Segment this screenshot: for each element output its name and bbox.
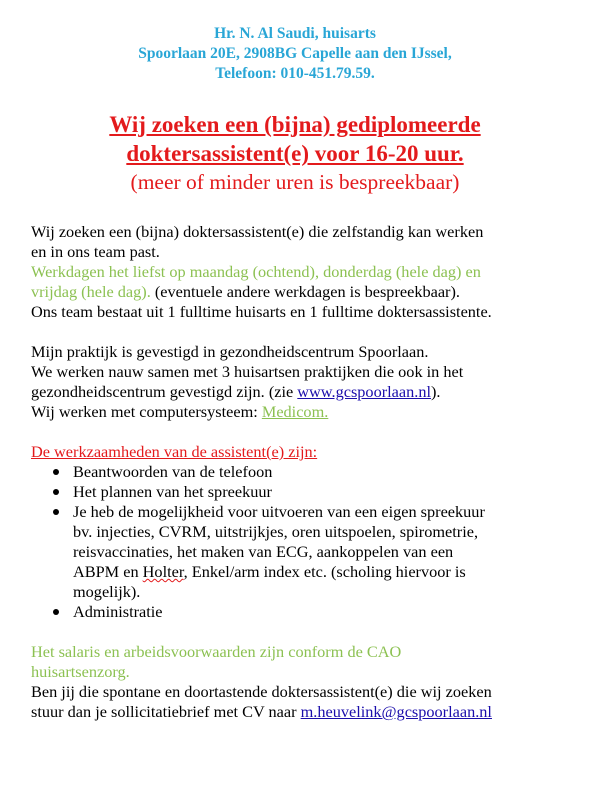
team-line: Ons team bestaat uit 1 fulltime huisarts en 1 fulltime doktersassistente. — [31, 302, 492, 321]
practice-line-3-end: ). — [430, 382, 441, 401]
intro-line-2: en in ons team past. — [31, 242, 160, 261]
vacancy-body — [31, 222, 581, 722]
vacancy-headline — [0, 110, 590, 197]
workdays-note: (eventuele andere werkdagen is bespreekbaar). — [150, 282, 460, 301]
intro-line-1: Wij zoeken een (bijna) doktersassistent(e) die zelfstandig kan werken — [31, 222, 484, 241]
list-item — [31, 482, 581, 502]
bullet-icon — [53, 489, 59, 495]
tasks-list — [31, 462, 581, 622]
task-consult-line-3: reisvaccinaties, het maken van ECG, aankoppelen van een — [73, 542, 454, 561]
practice-name: Hr. N. Al Saudi, huisarts — [214, 25, 376, 42]
task-consult-line-1: Je heb de mogelijkheid voor uitvoeren van een eigen spreekuur — [73, 502, 485, 521]
bullet-icon — [53, 609, 59, 615]
bullet-icon — [53, 469, 59, 475]
practice-line-1: Mijn praktijk is gevestigd in gezondheidscentrum Spoorlaan. — [31, 342, 429, 361]
task-admin: Administratie — [73, 602, 163, 621]
bullet-icon — [53, 509, 59, 515]
task-consult-line-4-end: , Enkel/arm index etc. (scholing hiervoor is — [183, 562, 466, 581]
apply-line-1: Ben jij die spontane en doortastende doktersassistent(e) die wij zoeken — [31, 682, 492, 701]
apply-line-2: stuur dan je sollicitatiebrief met CV naar — [31, 702, 301, 721]
workdays-line-2: vrijdag (hele dag). — [31, 282, 151, 301]
task-consult-line-4: ABPM en — [73, 562, 143, 581]
list-item — [31, 502, 581, 602]
practice-address: Spoorlaan 20E, 2908BG Capelle aan den IJssel, — [138, 45, 452, 62]
holter-word: Holter — [142, 562, 184, 581]
workdays-line-1: Werkdagen het liefst op maandag (ochtend), donderdag (hele dag) en — [31, 262, 481, 281]
system-line: Wij werken met computersysteem: — [31, 402, 262, 421]
task-consult-line-2: bv. injecties, CVRM, uitstrijkjes, oren uitspoelen, spirometrie, — [73, 522, 479, 541]
task-consult-line-5: mogelijk). — [73, 582, 141, 601]
headline-hours-note: (meer of minder uren is bespreekbaar) — [130, 170, 460, 194]
task-phone: Beantwoorden van de telefoon — [73, 462, 273, 481]
practice-line-3: gezondheidscentrum gevestigd zijn. (zie — [31, 382, 298, 401]
email-link[interactable]: m.heuvelink@gcspoorlaan.nl — [300, 702, 492, 721]
headline-line-2: doktersassistent(e) voor 16-20 uur. — [126, 141, 464, 166]
salary-line-1: Het salaris en arbeidsvoorwaarden zijn conform de CAO — [31, 642, 402, 661]
practice-header — [0, 24, 590, 84]
list-item — [31, 462, 581, 482]
medicom-link[interactable]: Medicom. — [261, 402, 329, 421]
tasks-heading: De werkzaamheden van de assistent(e) zijn: — [31, 442, 318, 461]
salary-line-2: huisartsenzorg. — [31, 662, 130, 681]
practice-line-2: We werken nauw samen met 3 huisartsen praktijken die ook in het — [31, 362, 464, 381]
task-planning: Het plannen van het spreekuur — [73, 482, 272, 501]
headline-line-1: Wij zoeken een (bijna) gediplomeerde — [109, 112, 481, 137]
website-link[interactable]: www.gcspoorlaan.nl — [297, 382, 431, 401]
practice-phone: Telefoon: 010-451.79.59. — [215, 65, 375, 82]
list-item — [31, 602, 581, 622]
